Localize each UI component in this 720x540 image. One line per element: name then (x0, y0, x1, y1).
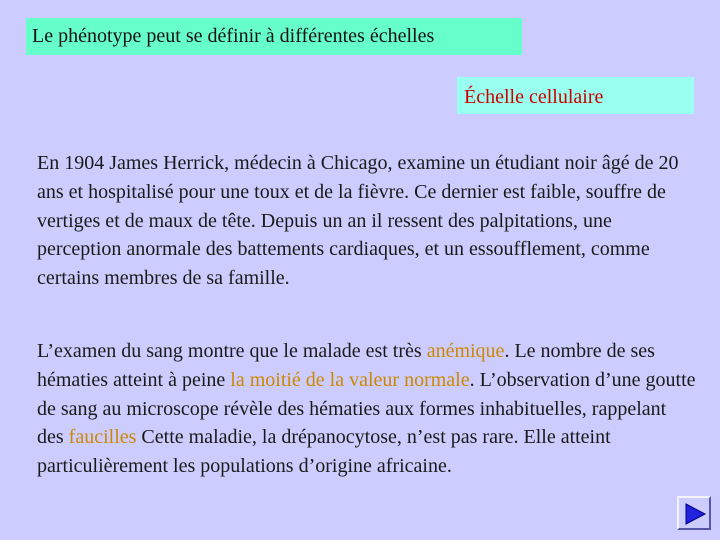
paragraph-text: Cette maladie, la drépanocytose, n’est pas rare. Elle atteint particulièrement les populations d’origine africaine. (37, 426, 611, 478)
paragraph-text: . L’observation d’une goutte de sang au microscope révèle des hématies aux formes inhabituelles, rappelant des (37, 368, 696, 449)
highlight-sickles: faucilles (68, 426, 137, 449)
slide-title: Le phénotype peut se définir à différentes échelles (26, 18, 522, 55)
next-slide-button[interactable] (677, 496, 711, 530)
paragraph-text: . Le nombre de ses hématies atteint à peine (37, 340, 655, 391)
highlight-half-normal: la moitié de la valeur normale (230, 368, 470, 391)
section-label: Échelle cellulaire (457, 77, 694, 114)
paragraph-text: L’examen du sang montre que le malade est très (37, 340, 427, 362)
paragraph-history: En 1904 James Herrick, médecin à Chicago, examine un étudiant noir âgé de 20 ans et hospitalisé pour une toux et de la fièvre. Ce dernier est faible, souffre de vertiges et de maux de tête. Depuis un an il ressent des palpitations, une perception anormale des battements cardiaques, et un essoufflement, comme certains membres de sa famille. (37, 152, 679, 290)
play-next-icon (682, 501, 708, 527)
highlight-anemic: anémique (426, 340, 505, 362)
paragraph-blood-exam (37, 337, 697, 481)
